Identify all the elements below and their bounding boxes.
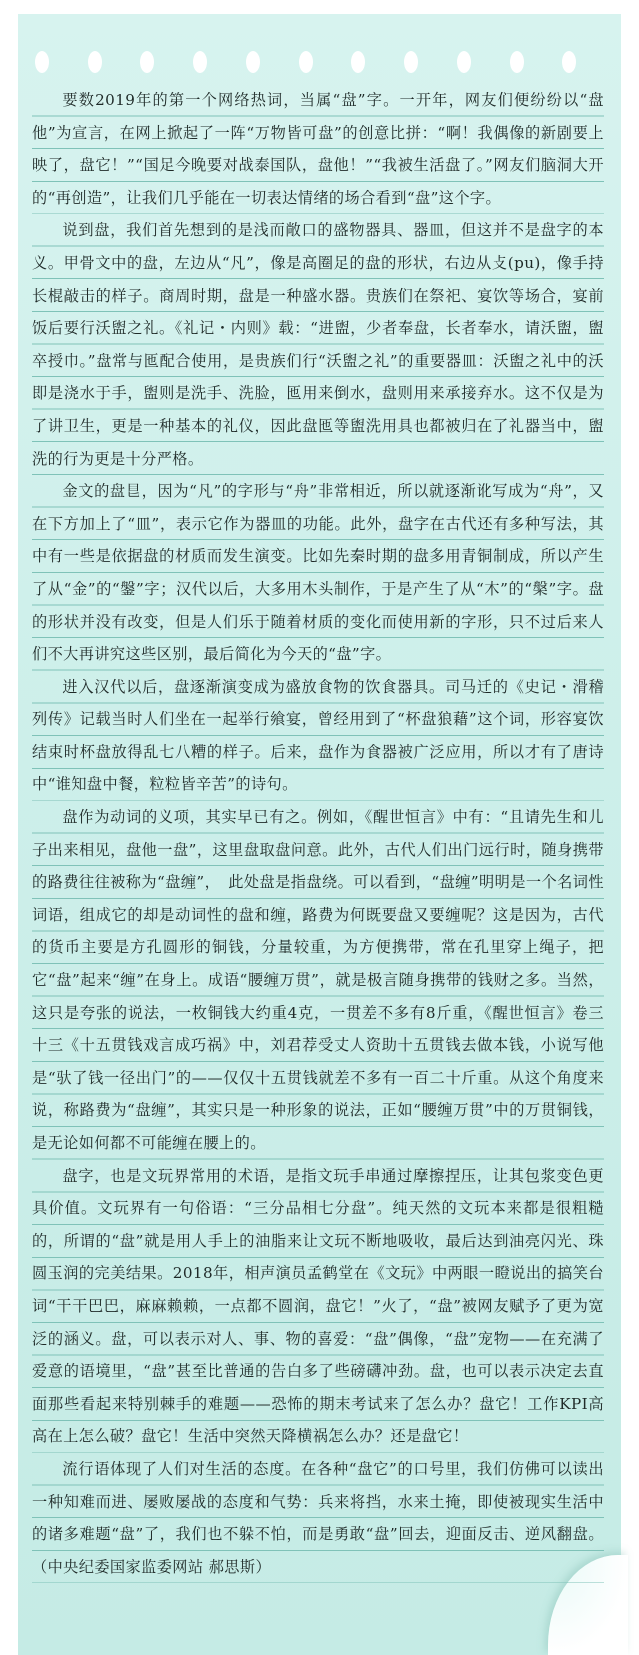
binder-hole — [35, 51, 49, 73]
paragraph: 流行语体现了人们对生活的态度。在各种“盘它”的口号里，我们仿佛可以读出一种知难而进、屡败屡战的态度和气势：兵来将挡，水来土掩，即使被现实生活中的诸多难题“盘”了，我们也不躲不怕，而是勇敢“盘”回去，迎面反击、逆风翻盘。（中央纪委国家监委网站 郝思斯） — [32, 1453, 604, 1583]
binder-hole — [457, 51, 471, 73]
binder-hole — [404, 51, 418, 73]
binder-hole — [562, 51, 576, 73]
binder-hole — [140, 51, 154, 73]
paragraph: 要数2019年的第一个网络热词，当属“盘”字。一开年，网友们便纷纷以“盘他”为宣言，在网上掀起了一阵“万物皆可盘”的创意比拼：“啊！我偶像的新剧要上映了，盘它！”“国足今晚要对战泰国队，盘他！”“我被生活盘了。”网友们脑洞大开的“再创造”，让我们几乎能在一切表达情绪的场合看到“盘”这个字。 — [32, 84, 604, 214]
binder-hole — [193, 51, 207, 73]
paragraph: 说到盘，我们首先想到的是浅而敞口的盛物器具、器皿，但这并不是盘字的本义。甲骨文中的盘，左边从“凡”，像是高圈足的盘的形状，右边从攴(pu)，像手持长棍敲击的样子。商周时期，盘是一种盛水器。贵族们在祭祀、宴饮等场合，宴前饭后要行沃盥之礼。《礼记・内则》载：“进盥，少者奉盘，长者奉水，请沃盥，盥卒授巾。”盘常与匜配合使用，是贵族们行“沃盥之礼”的重要器皿：沃盥之礼中的沃即是浇水于手，盥则是洗手、洗脸，匜用来倒水，盘则用来承接弃水。这不仅是为了讲卫生，更是一种基本的礼仪，因此盘匜等盥洗用具也都被归在了礼器当中，盥洗的行为更是十分严格。 — [32, 214, 604, 475]
binder-hole — [246, 51, 260, 73]
paragraph: 进入汉代以后，盘逐渐演变成为盛放食物的饮食器具。司马迁的《史记・滑稽列传》记载当时人们坐在一起举行飨宴，曾经用到了“杯盘狼藉”这个词，形容宴饮结束时杯盘放得乱七八糟的样子。后来，盘作为食器被广泛应用，所以才有了唐诗中“谁知盘中餐，粒粒皆辛苦”的诗句。 — [32, 671, 604, 801]
paragraph: 盘作为动词的义项，其实早已有之。例如，《醒世恒言》中有：“且请先生和儿子出来相见，盘他一盘”，这里盘取盘问意。此外，古代人们出门远行时，随身携带的路费往往被称为“盘缠”， 此处盘是指盘绕。可以看到，“盘缠”明明是一个名词性词语，组成它的却是动词性的盘和缠，路费为何既要盘又要缠呢？这是因为，古代的货币主要是方孔圆形的铜钱，分量较重，为方便携带，常在孔里穿上绳子，把它“盘”起来“缠”在身上。成语“腰缠万贯”，就是极言随身携带的钱财之多。当然，这只是夸张的说法，一枚铜钱大约重4克，一贯差不多有8斤重，《醒世恒言》卷三十三《十五贯钱戏言成巧祸》中，刘君荐受丈人资助十五贯钱去做本钱，小说写他是“驮了钱一径出门”的——仅仅十五贯钱就差不多有一百二十斤重。从这个角度来说，称路费为“盘缠”，其实只是一种形象的说法，正如“腰缠万贯”中的万贯铜钱，是无论如何都不可能缠在腰上的。 — [32, 801, 604, 1160]
binder-hole — [510, 51, 524, 73]
binder-hole — [351, 51, 365, 73]
paragraph: 金文的盘𥃩，因为“凡”的字形与“舟”非常相近，所以就逐渐讹写成为“舟”，又在下方加上了“皿”，表示它作为器皿的功能。此外，盘字在古代还有多种写法，其中有一些是依据盘的材质而发生演变。比如先秦时期的盘多用青铜制成，所以产生了从“金”的“鎜”字；汉代以后，大多用木头制作，于是产生了从“木”的“槃”字。盘的形状并没有改变，但是人们乐于随着材质的变化而使用新的字形，只不过后来人们不大再讲究这些区别，最后简化为今天的“盘”字。 — [32, 475, 604, 671]
article-body — [32, 84, 604, 1583]
binder-hole — [88, 51, 102, 73]
binder-hole — [299, 51, 313, 73]
paragraph: 盘字，也是文玩界常用的术语，是指文玩手串通过摩擦捏压，让其包浆变色更具价值。文玩界有一句俗语：“三分品相七分盘”。纯天然的文玩本来都是很粗糙的，所谓的“盘”就是用人手上的油脂来让文玩不断地吸收，最后达到油亮闪光、珠圆玉润的完美结果。2018年，相声演员孟鹤堂在《文玩》中两眼一瞪说出的搞笑台词“干干巴巴，麻麻赖赖，一点都不圆润，盘它！”火了，“盘”被网友赋予了更为宽泛的涵义。盘，可以表示对人、事、物的喜爱：“盘”偶像，“盘”宠物——在充满了爱意的语境里，“盘”甚至比普通的告白多了些磅礴冲劲。盘，也可以表示决定去直面那些看起来特别棘手的难题——恐怖的期末考试来了怎么办？盘它！工作KPI高高在上怎么破？盘它！生活中突然天降横祸怎么办？还是盘它！ — [32, 1160, 604, 1453]
